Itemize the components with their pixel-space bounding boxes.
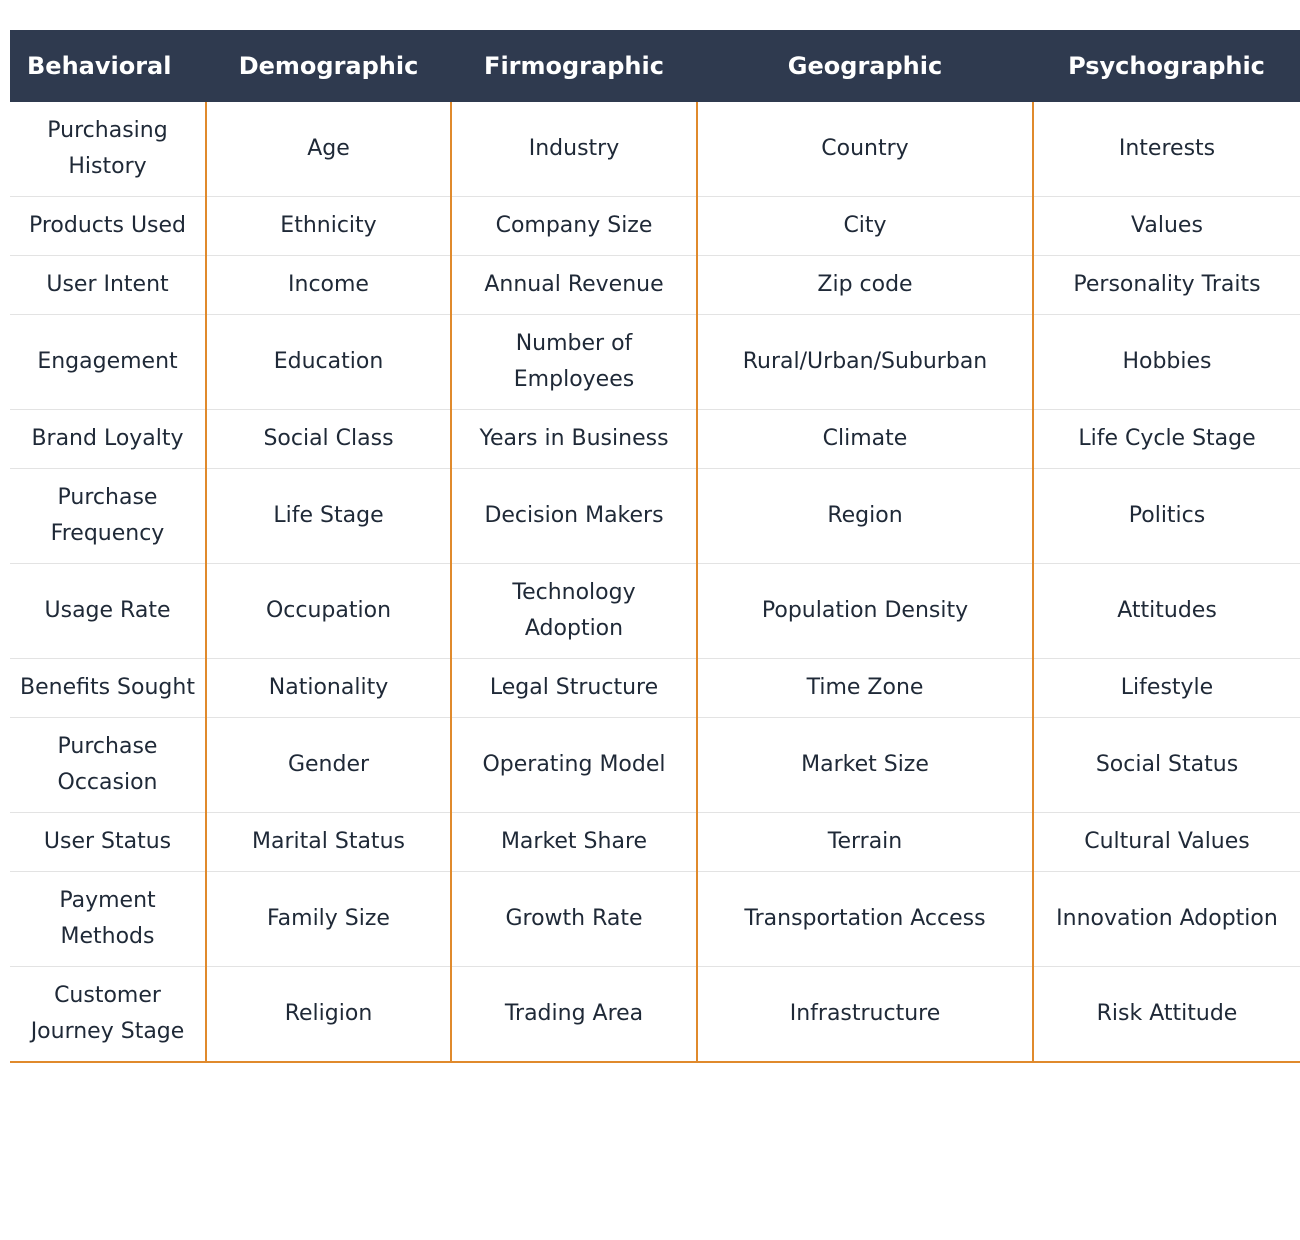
table-row xyxy=(10,813,1300,872)
table-cell: Ethnicity xyxy=(206,197,451,256)
table-cell: Occupation xyxy=(206,564,451,659)
table-cell: Cultural Values xyxy=(1033,813,1300,872)
table-row xyxy=(10,102,1300,197)
table-cell: Terrain xyxy=(697,813,1033,872)
table-cell: Legal Structure xyxy=(451,659,697,718)
table-cell: Zip code xyxy=(697,256,1033,315)
table-cell: Trading Area xyxy=(451,967,697,1063)
table-cell: Purchasing History xyxy=(10,102,206,197)
table-cell: Brand Loyalty xyxy=(10,410,206,469)
table-cell: Climate xyxy=(697,410,1033,469)
table-cell: Engagement xyxy=(10,315,206,410)
table-cell: Number of Employees xyxy=(451,315,697,410)
table-row xyxy=(10,872,1300,967)
table-cell: Operating Model xyxy=(451,718,697,813)
table-cell: Education xyxy=(206,315,451,410)
table-cell: Life Stage xyxy=(206,469,451,564)
table-cell: Usage Rate xyxy=(10,564,206,659)
table-cell: Politics xyxy=(1033,469,1300,564)
table-row xyxy=(10,718,1300,813)
table-cell: Years in Business xyxy=(451,410,697,469)
table-cell: Income xyxy=(206,256,451,315)
column-header-geographic: Geographic xyxy=(697,30,1033,102)
table-cell: Risk Attitude xyxy=(1033,967,1300,1063)
table-cell: Products Used xyxy=(10,197,206,256)
table-cell: Social Status xyxy=(1033,718,1300,813)
table-cell: Marital Status xyxy=(206,813,451,872)
table-cell: Purchase Frequency xyxy=(10,469,206,564)
table-cell: Transportation Access xyxy=(697,872,1033,967)
table-cell: Region xyxy=(697,469,1033,564)
column-header-behavioral: Behavioral xyxy=(10,30,206,102)
table-row xyxy=(10,197,1300,256)
table-cell: City xyxy=(697,197,1033,256)
table-cell: Company Size xyxy=(451,197,697,256)
table-cell: Innovation Adoption xyxy=(1033,872,1300,967)
table-row xyxy=(10,315,1300,410)
column-header-psychographic: Psychographic xyxy=(1033,30,1300,102)
table-cell: Technology Adoption xyxy=(451,564,697,659)
table-cell: Decision Makers xyxy=(451,469,697,564)
table-row xyxy=(10,659,1300,718)
table-cell: Attitudes xyxy=(1033,564,1300,659)
table-cell: Purchase Occasion xyxy=(10,718,206,813)
table-cell: Customer Journey Stage xyxy=(10,967,206,1063)
table-cell: Gender xyxy=(206,718,451,813)
table-cell: Annual Revenue xyxy=(451,256,697,315)
segmentation-table xyxy=(10,30,1300,1063)
table-cell: Time Zone xyxy=(697,659,1033,718)
table-row xyxy=(10,256,1300,315)
table-cell: Nationality xyxy=(206,659,451,718)
table-cell: Payment Methods xyxy=(10,872,206,967)
table-cell: Personality Traits xyxy=(1033,256,1300,315)
table-cell: User Status xyxy=(10,813,206,872)
table-cell: Market Share xyxy=(451,813,697,872)
table-cell: Family Size xyxy=(206,872,451,967)
table-cell: Benefits Sought xyxy=(10,659,206,718)
table-cell: Industry xyxy=(451,102,697,197)
table-row xyxy=(10,967,1300,1063)
table-row xyxy=(10,469,1300,564)
column-header-firmographic: Firmographic xyxy=(451,30,697,102)
table-row xyxy=(10,410,1300,469)
column-header-demographic: Demographic xyxy=(206,30,451,102)
table-cell: Age xyxy=(206,102,451,197)
table-cell: Lifestyle xyxy=(1033,659,1300,718)
table-cell: Hobbies xyxy=(1033,315,1300,410)
table-cell: Interests xyxy=(1033,102,1300,197)
table-cell: Rural/Urban/Suburban xyxy=(697,315,1033,410)
table-cell: Social Class xyxy=(206,410,451,469)
segmentation-table-viewport xyxy=(10,30,1278,1230)
table-cell: Values xyxy=(1033,197,1300,256)
table-cell: Market Size xyxy=(697,718,1033,813)
table-cell: Infrastructure xyxy=(697,967,1033,1063)
table-row xyxy=(10,564,1300,659)
table-cell: Country xyxy=(697,102,1033,197)
table-cell: User Intent xyxy=(10,256,206,315)
table-cell: Growth Rate xyxy=(451,872,697,967)
table-cell: Religion xyxy=(206,967,451,1063)
table-cell: Life Cycle Stage xyxy=(1033,410,1300,469)
table-cell: Population Density xyxy=(697,564,1033,659)
header-row xyxy=(10,30,1300,102)
